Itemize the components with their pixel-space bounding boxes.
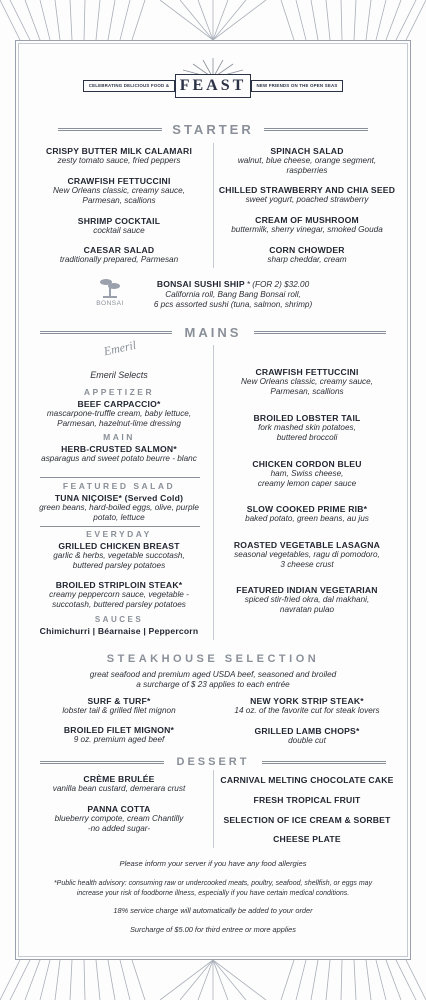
steakhouse-item-name: NEW YORK STRIP STEAK*: [250, 696, 364, 706]
mains-item: [216, 413, 398, 443]
steakhouse-item: [28, 725, 210, 745]
mains-item: [28, 444, 210, 464]
mains-item: [216, 585, 398, 615]
bonsai-tree-icon: [98, 277, 122, 299]
mains-item-desc: fork mashed skin potatoes, buttered broccoli: [258, 423, 356, 442]
dessert-rule-right: [262, 761, 386, 764]
mains-item-name: HERB-CRUSTED SALMON*: [61, 444, 177, 454]
mains-item: [216, 540, 398, 570]
mains-item-name: TUNA NIÇOISE* (Served Cold): [54, 493, 184, 503]
dessert-item-name: FRESH TROPICAL FRUIT: [253, 795, 361, 805]
mains-item-desc: spiced stir-fried okra, dal makhani, navratan pulao: [244, 595, 370, 614]
starter-item-desc: buttermilk, sherry vinegar, smoked Gouda: [231, 225, 383, 234]
header-left-tag-box: [83, 80, 175, 92]
starter-item-desc: cocktail sauce: [93, 226, 145, 235]
dessert-item-name: CARNIVAL MELTING CHOCOLATE CAKE: [220, 775, 394, 785]
bonsai-item-name: BONSAI SUSHI SHIP: [156, 279, 245, 289]
everyday-rule: [40, 526, 200, 527]
mains-item: [28, 580, 210, 610]
mains-item-desc: garlic & herbs, vegetable succotash, buttered parsley potatoes: [53, 551, 185, 570]
mains-item: [216, 459, 398, 489]
steakhouse-item: [216, 696, 398, 716]
dessert-item-name: PANNA COTTA: [87, 804, 151, 814]
steakhouse-intro: great seafood and premium aged USDA beef, seasoned and broiled a surcharge of $ 23 applies to each entrée: [89, 670, 337, 689]
mains-item-desc: creamy peppercorn sauce, vegetable - succotash, buttered parsley potatoes: [49, 590, 189, 609]
starter-item-desc: New Orleans classic, creamy sauce, Parmesan, scallions: [53, 186, 185, 205]
mains-item-name: BEEF CARPACCIO*: [77, 399, 161, 409]
mains-item-desc: asparagus and sweet potato beurre - blanc: [41, 454, 197, 463]
starter-item-name: SHRIMP COCKTAIL: [77, 216, 161, 226]
bonsai-item-desc: California roll, Bang Bang Bonsai roll, 6 pcs assorted sushi (tuna, salmon, shrimp): [153, 290, 313, 309]
mains-item-desc: New Orleans classic, creamy sauce, Parmesan, scallions: [241, 377, 373, 396]
steakhouse-item-name: GRILLED LAMB CHOPS*: [254, 726, 360, 736]
dessert-item-name: SELECTION OF ICE CREAM & SORBET: [223, 815, 391, 825]
header: [75, 56, 351, 106]
emeril-signature: Emeril: [102, 337, 138, 359]
mains-rule-right: [254, 331, 386, 334]
starter-item-name: CHILLED STRAWBERRY AND CHIA SEED: [218, 185, 396, 195]
steakhouse-item-desc: 14 oz. of the favorite cut for steak lovers: [234, 706, 380, 715]
bonsai-item-price: * (FOR 2) $32.00: [246, 280, 310, 289]
main-label: MAIN: [103, 432, 135, 442]
starter-item-name: CRAWFISH FETTUCCINI: [67, 176, 171, 186]
mains-item-name: GRILLED CHICKEN BREAST: [58, 541, 180, 551]
mains-item-desc: green beans, hard-boiled eggs, olive, purple potato, lettuce: [39, 503, 199, 522]
mains-item-name: CRAWFISH FETTUCCINI: [255, 367, 359, 377]
starter-item: [216, 215, 398, 235]
dessert-item-desc: blueberry compote, cream Chantilly -no added sugar-: [54, 814, 184, 833]
sauces-list: Chimichurri | Béarnaise | Peppercorn: [39, 626, 199, 636]
service-charge-notice: 18% service charge will automatically be added to your order: [113, 906, 313, 915]
featured-salad-label: FEATURED SALAD: [62, 481, 176, 491]
sunburst-decoration-top: [0, 0, 426, 40]
emeril-selects: Emeril Selects: [90, 370, 148, 380]
header-left-tag: CELEBRATING DELICIOUS FOOD &: [88, 83, 170, 88]
starter-item: [216, 146, 398, 176]
mains-item-desc: mascarpone-truffle cream, baby lettuce, Parmesan, hazelnut-lime dressing: [46, 409, 192, 428]
dessert-item: [28, 804, 210, 834]
mains-heading: MAINS: [184, 325, 242, 340]
starter-item: [216, 245, 398, 265]
starter-item-name: SPINACH SALAD: [270, 146, 344, 156]
mains-rule-left: [40, 331, 172, 334]
starter-heading: STARTER: [172, 122, 254, 137]
steakhouse-item-desc: lobster tail & grilled filet mignon: [62, 706, 176, 715]
mains-item: [216, 504, 398, 524]
appetizer-label: APPETIZER: [83, 387, 155, 397]
steakhouse-item: [216, 726, 398, 746]
health-advisory: *Public health advisory: consuming raw or undercooked meats, poultry, seafood, shellfish, or eggs may increase your risk of foodborne illness, especially if you have certain medical conditions.: [53, 880, 373, 897]
dessert-heading: DESSERT: [176, 756, 250, 768]
mains-item: [28, 399, 210, 429]
starter-item-desc: sharp cheddar, cream: [267, 255, 347, 264]
starter-item-desc: zesty tomato sauce, fried peppers: [57, 156, 181, 165]
header-title: FEAST: [179, 77, 247, 94]
mains-divider: [213, 345, 214, 640]
starter-item: [28, 176, 210, 206]
mains-item-name: BROILED STRIPLOIN STEAK*: [55, 580, 183, 590]
sunburst-decoration-bottom: [0, 960, 426, 1000]
mains-item: [28, 493, 210, 523]
starter-item-desc: traditionally prepared, Parmesan: [59, 255, 179, 264]
bonsai-logo-text: BONSAI: [96, 300, 124, 307]
mains-item-desc: baked potato, green beans, au jus: [245, 514, 369, 523]
allergy-notice: Please inform your server if you have any food allergies: [119, 859, 307, 868]
mains-item-name: CHICKEN CORDON BLEU: [252, 459, 362, 469]
steakhouse-item-desc: double cut: [288, 736, 326, 745]
surcharge-notice: Surcharge of $5.00 for third entree or more applies: [130, 925, 296, 934]
starter-rule-right: [264, 128, 368, 131]
starter-item: [28, 216, 210, 236]
starter-item-name: CORN CHOWDER: [269, 245, 345, 255]
starter-item-desc: sweet yogurt, poached strawberry: [245, 195, 369, 204]
mains-item-name: SLOW COOKED PRIME RIB*: [246, 504, 368, 514]
dessert-divider: [213, 770, 214, 848]
starter-item-name: CREAM OF MUSHROOM: [255, 215, 359, 225]
mains-item-desc: seasonal vegetables, ragu di pomodoro, 3 cheese crust: [234, 550, 380, 569]
everyday-label: EVERYDAY: [86, 529, 152, 539]
dessert-item-desc: vanilla bean custard, demerara crust: [52, 784, 186, 793]
steakhouse-item: [28, 696, 210, 716]
mains-item-desc: ham, Swiss cheese, creamy lemon caper sauce: [257, 469, 357, 488]
steakhouse-item-desc: 9 oz. premium aged beef: [73, 735, 165, 744]
starter-rule-left: [58, 128, 162, 131]
starter-item: [28, 146, 210, 166]
starter-item: [28, 245, 210, 265]
header-right-tag-box: [251, 80, 343, 92]
mains-item: [28, 541, 210, 571]
dessert-item-name: CRÈME BRULÉE: [83, 774, 155, 784]
starter-item-name: CRISPY BUTTER MILK CALAMARI: [45, 146, 193, 156]
featured-salad-rule: [40, 477, 200, 478]
dessert-item: [28, 774, 210, 794]
header-right-tag: NEW FRIENDS ON THE OPEN SEAS: [256, 83, 338, 88]
steakhouse-item-name: SURF & TURF*: [87, 696, 151, 706]
steakhouse-heading: STEAKHOUSE SELECTION: [106, 653, 320, 665]
starter-divider: [213, 143, 214, 268]
dessert-item-name: CHEESE PLATE: [273, 834, 341, 844]
mains-item-name: ROASTED VEGETABLE LASAGNA: [233, 540, 381, 550]
starter-item: [216, 185, 398, 205]
bonsai-item: [128, 279, 338, 310]
steakhouse-item-name: BROILED FILET MIGNON*: [63, 725, 175, 735]
mains-item: [216, 367, 398, 397]
mains-item-name: FEATURED INDIAN VEGETARIAN: [236, 585, 378, 595]
starter-item-name: CAESAR SALAD: [83, 245, 155, 255]
dessert-rule-left: [40, 761, 164, 764]
header-title-box: [175, 74, 251, 98]
starter-item-desc: walnut, blue cheese, orange segment, raspberries: [237, 156, 377, 175]
mains-item-name: BROILED LOBSTER TAIL: [253, 413, 361, 423]
sauces-label: SAUCES: [94, 615, 144, 624]
